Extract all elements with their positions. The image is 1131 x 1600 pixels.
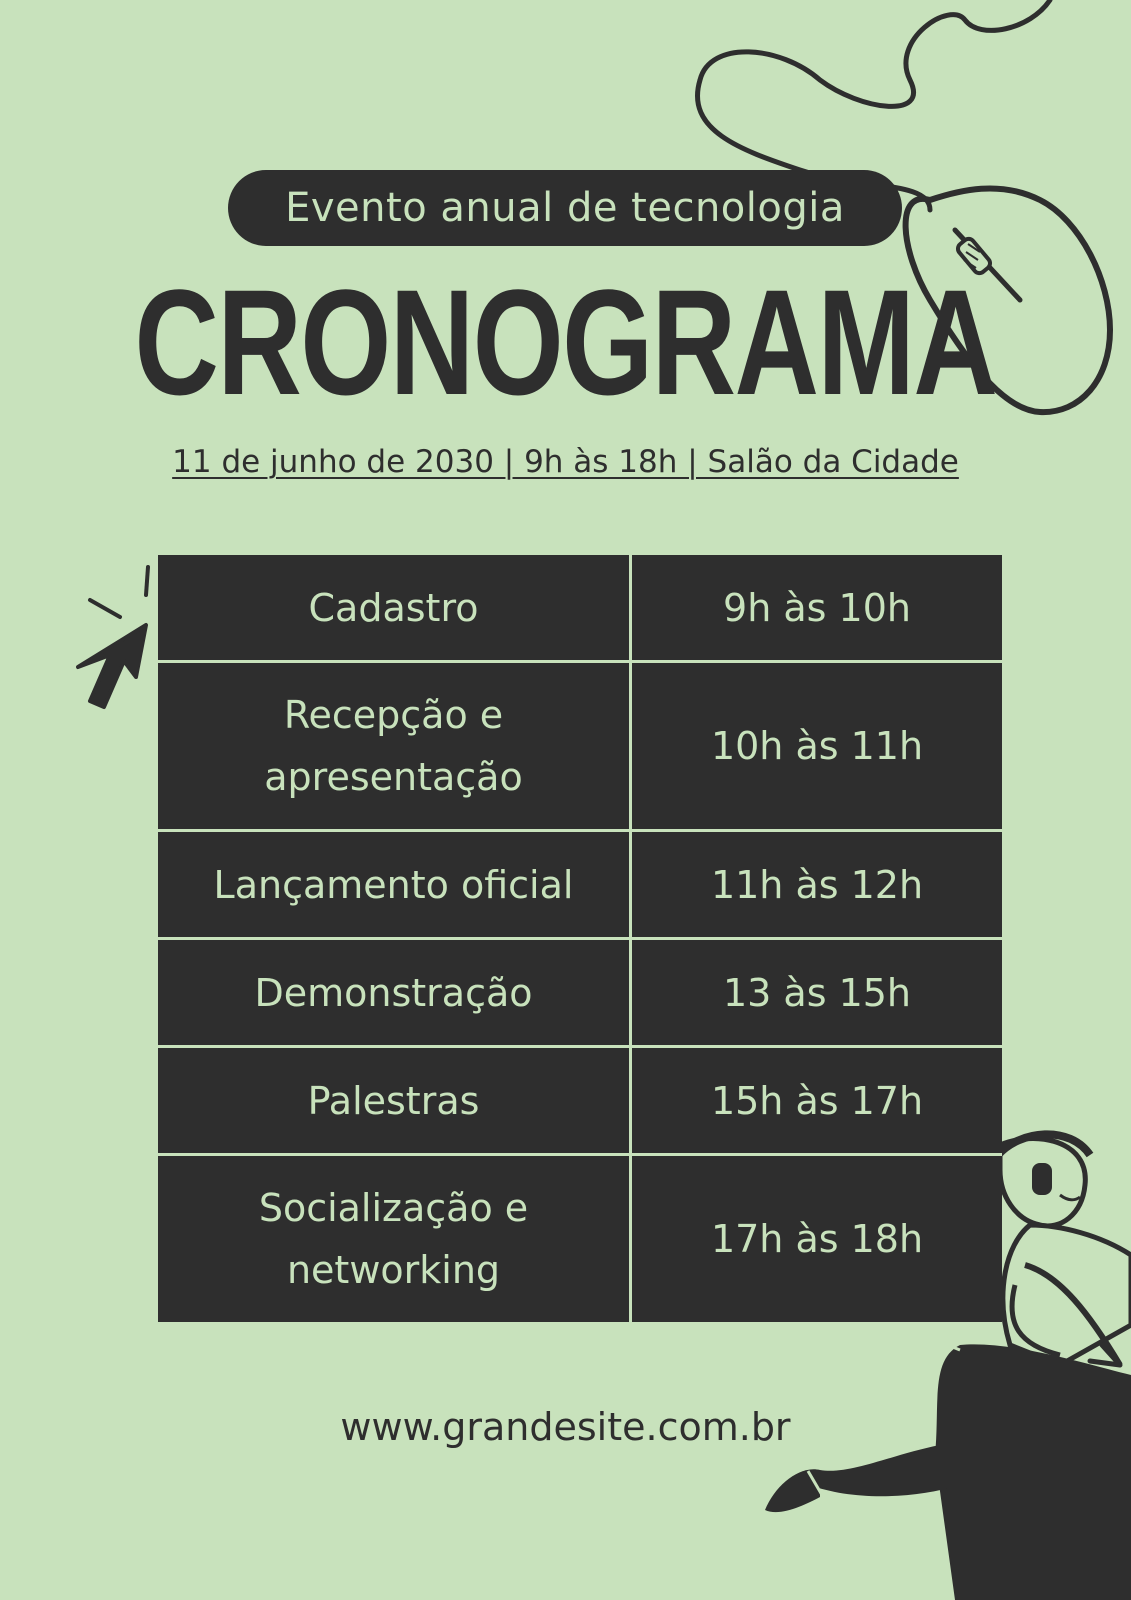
schedule-row bbox=[158, 555, 1002, 662]
schedule-activity: Recepção e apresentação bbox=[158, 662, 631, 831]
schedule-row bbox=[158, 1155, 1002, 1323]
schedule-time: 17h às 18h bbox=[631, 1155, 1003, 1323]
schedule-activity: Socialização e networking bbox=[158, 1155, 631, 1323]
schedule-activity: Lançamento oficial bbox=[158, 831, 631, 939]
schedule-time: 11h às 12h bbox=[631, 831, 1003, 939]
event-info: 11 de junho de 2030 | 9h às 18h | Salão da Cidade bbox=[172, 444, 959, 480]
schedule-row bbox=[158, 831, 1002, 939]
event-tagline-badge bbox=[228, 170, 902, 246]
schedule-time: 15h às 17h bbox=[631, 1047, 1003, 1155]
website-url: www.grandesite.com.br bbox=[340, 1405, 791, 1449]
schedule-row bbox=[158, 1047, 1002, 1155]
cursor-pointer-icon bbox=[70, 565, 160, 725]
schedule-row bbox=[158, 662, 1002, 831]
schedule-table bbox=[158, 555, 1002, 1322]
schedule-activity: Palestras bbox=[158, 1047, 631, 1155]
schedule-time: 10h às 11h bbox=[631, 662, 1003, 831]
event-tagline: Evento anual de tecnologia bbox=[285, 185, 845, 231]
schedule-time: 9h às 10h bbox=[631, 555, 1003, 662]
schedule-activity: Cadastro bbox=[158, 555, 631, 662]
page-title: CRONOGRAMA bbox=[134, 258, 997, 426]
schedule-activity: Demonstração bbox=[158, 939, 631, 1047]
schedule-row bbox=[158, 939, 1002, 1047]
schedule-time: 13 às 15h bbox=[631, 939, 1003, 1047]
